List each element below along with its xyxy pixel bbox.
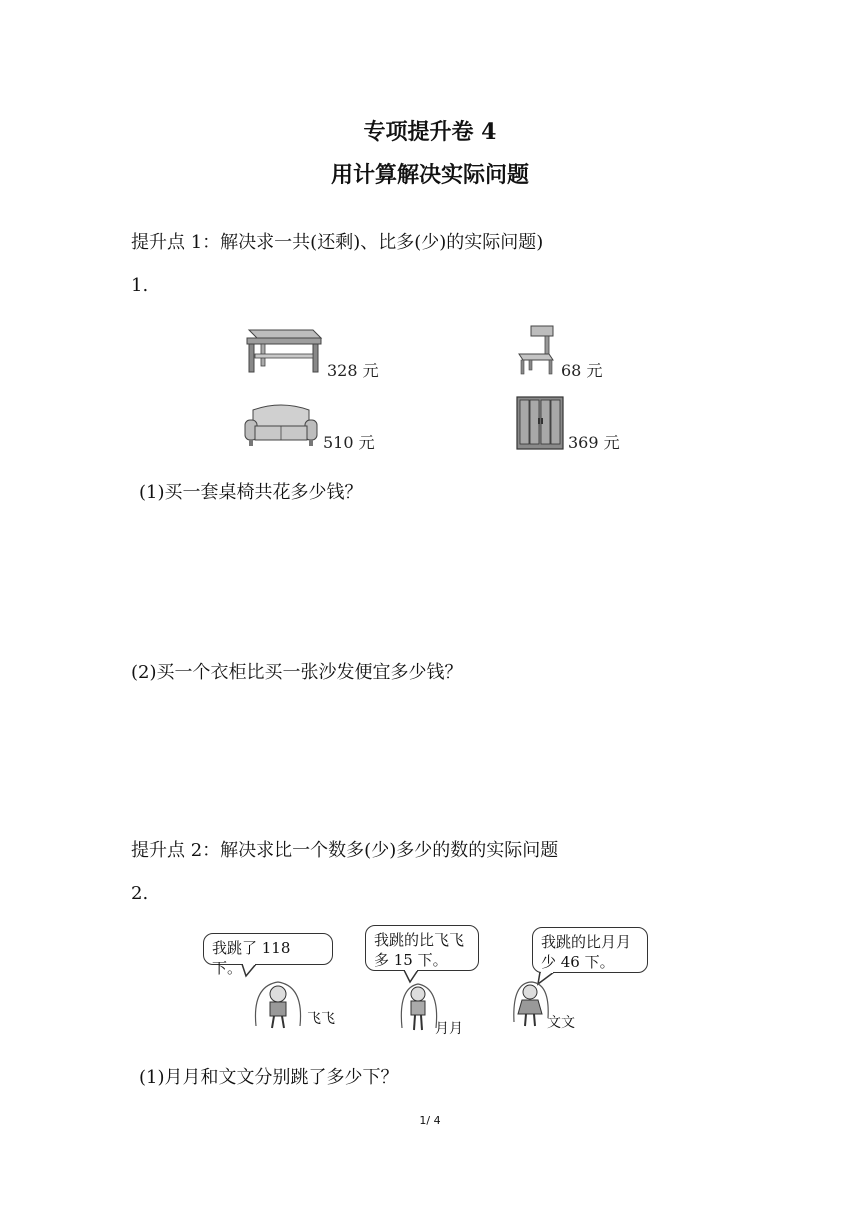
speech-tail-feifei [240, 964, 260, 978]
question-1-number: 1. [131, 275, 149, 296]
page-number: 1/ 4 [419, 1114, 441, 1127]
speech-text-yueyue-line1: 我跳的比飞飞 [374, 931, 465, 949]
speech-bubble-feifei [203, 933, 333, 977]
kid-name-feifei: 飞飞 [307, 1011, 335, 1027]
page-title: 专项提升卷 4 [363, 119, 497, 145]
speech-text-wenwen-line1: 我跳的比月月 [541, 933, 632, 951]
speech-text-feifei: 我跳了 118 下。 [212, 939, 291, 977]
question-1-part-1: (1)买一套桌椅共花多少钱？ [139, 482, 363, 503]
girl-jumping-rope-yueyue [398, 982, 440, 1034]
kid-name-yueyue: 月月 [435, 1021, 463, 1037]
speech-text-wenwen-line2: 少 46 下。 [541, 953, 615, 971]
chair-price: 68 元 [561, 361, 603, 380]
wardrobe-illustration [516, 396, 564, 450]
page-subtitle: 用计算解决实际问题 [330, 162, 529, 188]
speech-text-yueyue-line2: 多 15 下。 [374, 951, 448, 969]
section1-heading: 提升点 1：解决求一共(还剩)、比多(少)的实际问题) [131, 232, 544, 253]
chair-illustration [515, 324, 557, 376]
sofa-illustration [243, 400, 319, 450]
speech-bubble-yueyue [365, 925, 479, 971]
girl-jumping-rope-wenwen [508, 978, 552, 1030]
question-2-part-1: (1)月月和文文分别跳了多少下？ [139, 1067, 399, 1088]
kid-name-wenwen: 文文 [547, 1015, 575, 1031]
wardrobe-price: 369 元 [568, 433, 620, 452]
speech-bubble-wenwen [532, 927, 648, 973]
table-illustration [243, 322, 323, 374]
table-price: 328 元 [327, 361, 379, 380]
section2-heading: 提升点 2：解决求比一个数多(少)多少的数的实际问题 [131, 840, 559, 861]
question-2-number: 2. [131, 883, 149, 904]
girl-jumping-rope-feifei [250, 978, 306, 1032]
question-1-part-2: (2)买一个衣柜比买一张沙发便宜多少钱？ [131, 662, 463, 683]
sofa-price: 510 元 [323, 433, 375, 452]
